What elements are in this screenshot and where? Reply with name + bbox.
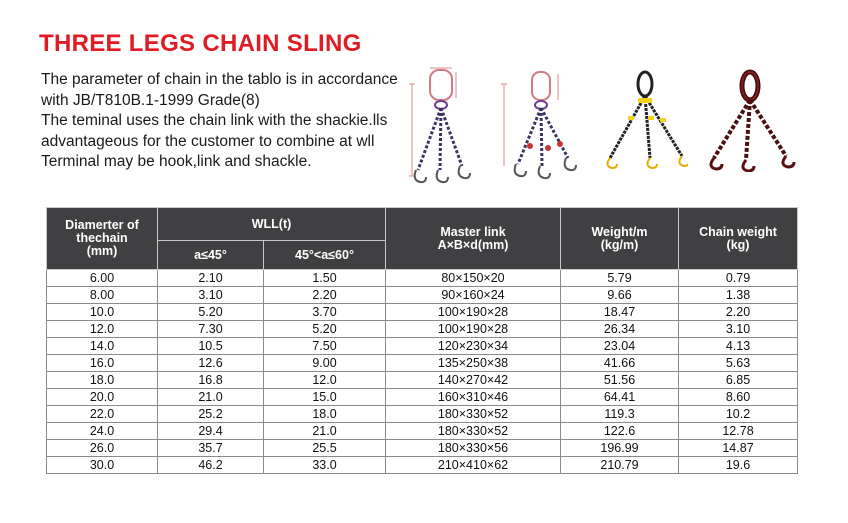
table-row (47, 406, 798, 423)
table-cell: 33.0 (264, 457, 386, 474)
description-line: with JB/T810B.1-1999 Grade(8) (41, 91, 260, 109)
table-cell: 119.3 (561, 406, 679, 423)
table-cell: 22.0 (47, 406, 158, 423)
table-cell: 24.0 (47, 423, 158, 440)
table-cell: 7.30 (158, 321, 264, 338)
table-cell: 1.38 (679, 287, 798, 304)
column-header-diameter: Diamerter of thechain (mm) (47, 208, 158, 270)
description-line: advantageous for the customer to combine at wll (41, 132, 375, 150)
column-header-wll: WLL(t) (158, 208, 386, 241)
table-cell: 41.66 (561, 355, 679, 372)
table-row (47, 372, 798, 389)
table-cell: 12.0 (264, 372, 386, 389)
table-cell: 18.0 (264, 406, 386, 423)
table-row (47, 321, 798, 338)
table-cell: 122.6 (561, 423, 679, 440)
table-cell: 21.0 (264, 423, 386, 440)
table-cell: 2.20 (264, 287, 386, 304)
column-header-weight: Weight/m (kg/m) (561, 208, 679, 270)
table-cell: 14.0 (47, 338, 158, 355)
description-line: The teminal uses the chain link with the shackie.lls (41, 112, 388, 129)
table-cell: 90×160×24 (386, 287, 561, 304)
table-cell: 1.50 (264, 270, 386, 287)
description-line: Terminal may be hook,link and shackle. (41, 153, 312, 170)
table-cell: 210.79 (561, 457, 679, 474)
table-cell: 5.79 (561, 270, 679, 287)
table-cell: 25.2 (158, 406, 264, 423)
table-cell: 196.99 (561, 440, 679, 457)
table-cell: 12.6 (158, 355, 264, 372)
table-cell: 51.56 (561, 372, 679, 389)
column-header-wll-a: a≤45° (158, 241, 264, 270)
table-cell: 8.60 (679, 389, 798, 406)
specification-table (46, 207, 798, 474)
table-cell: 26.34 (561, 321, 679, 338)
table-cell: 10.5 (158, 338, 264, 355)
table-cell: 18.47 (561, 304, 679, 321)
table-row (47, 287, 798, 304)
table-cell: 19.6 (679, 457, 798, 474)
table-cell: 21.0 (158, 389, 264, 406)
table-cell: 20.0 (47, 389, 158, 406)
table-cell: 100×190×28 (386, 321, 561, 338)
sling-shackle-drawing-image (498, 66, 588, 194)
page-title: THREE LEGS CHAIN SLING (39, 30, 362, 57)
table-cell: 23.04 (561, 338, 679, 355)
table-cell: 120×230×34 (386, 338, 561, 355)
table-cell: 35.7 (158, 440, 264, 457)
table-cell: 12.78 (679, 423, 798, 440)
table-row (47, 457, 798, 474)
table-cell: 14.87 (679, 440, 798, 457)
table-cell: 80×150×20 (386, 270, 561, 287)
table-cell: 2.10 (158, 270, 264, 287)
table-cell: 26.0 (47, 440, 158, 457)
table-row (47, 338, 798, 355)
table-row (47, 389, 798, 406)
table-cell: 29.4 (158, 423, 264, 440)
table-cell: 10.0 (47, 304, 158, 321)
table-cell: 2.20 (679, 304, 798, 321)
table-cell: 3.10 (158, 287, 264, 304)
table-cell: 180×330×56 (386, 440, 561, 457)
table-cell: 18.0 (47, 372, 158, 389)
table-cell: 180×330×52 (386, 406, 561, 423)
table-cell: 15.0 (264, 389, 386, 406)
table-cell: 6.00 (47, 270, 158, 287)
table-row (47, 440, 798, 457)
description (41, 70, 401, 173)
table-cell: 8.00 (47, 287, 158, 304)
table-cell: 16.8 (158, 372, 264, 389)
table-row (47, 355, 798, 372)
table-cell: 9.00 (264, 355, 386, 372)
sling-hook-drawing-image (404, 66, 486, 194)
table-row (47, 423, 798, 440)
table-cell: 160×310×46 (386, 389, 561, 406)
table-cell: 5.63 (679, 355, 798, 372)
table-cell: 9.66 (561, 287, 679, 304)
table-cell: 7.50 (264, 338, 386, 355)
table-cell: 12.0 (47, 321, 158, 338)
table-cell: 5.20 (264, 321, 386, 338)
table-cell: 3.10 (679, 321, 798, 338)
sling-yellow-tag-image (602, 66, 688, 170)
table-row (47, 304, 798, 321)
table-cell: 3.70 (264, 304, 386, 321)
table-cell: 46.2 (158, 457, 264, 474)
description-line: The parameter of chain in the tablo is in accordance (41, 71, 398, 88)
table-cell: 64.41 (561, 389, 679, 406)
table-cell: 0.79 (679, 270, 798, 287)
table-cell: 16.0 (47, 355, 158, 372)
table-cell: 6.85 (679, 372, 798, 389)
table-cell: 30.0 (47, 457, 158, 474)
table-cell: 100×190×28 (386, 304, 561, 321)
column-header-master-link: Master link A×B×d(mm) (386, 208, 561, 270)
table-cell: 210×410×62 (386, 457, 561, 474)
table-row (47, 270, 798, 287)
table-cell: 180×330×52 (386, 423, 561, 440)
column-header-wll-b: 45°<a≤60° (264, 241, 386, 270)
column-header-chain-weight: Chain weight (kg) (679, 208, 798, 270)
table-cell: 5.20 (158, 304, 264, 321)
table-cell: 10.2 (679, 406, 798, 423)
table-cell: 140×270×42 (386, 372, 561, 389)
table-cell: 4.13 (679, 338, 798, 355)
table-cell: 25.5 (264, 440, 386, 457)
sling-red-chain-image (702, 66, 798, 172)
table-cell: 135×250×38 (386, 355, 561, 372)
